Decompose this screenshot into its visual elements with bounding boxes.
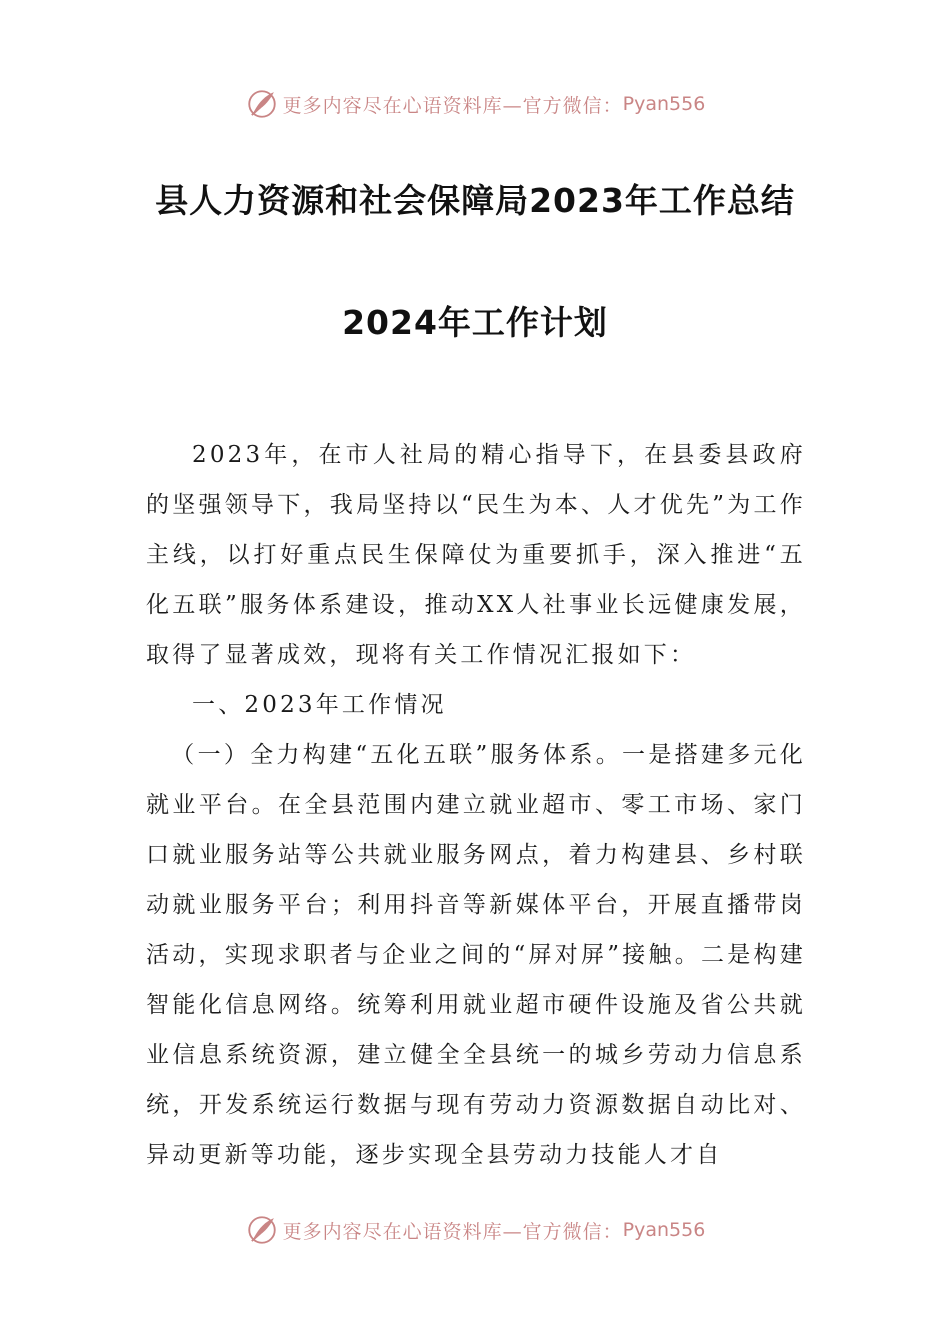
feather-logo-icon (245, 1213, 279, 1247)
section-heading: 一、2023年工作情况 (192, 692, 447, 718)
watermark-contact: Pyan556 (622, 93, 706, 115)
watermark-contact: Pyan556 (622, 1219, 706, 1241)
document-subtitle: 2024年工作计划 (342, 303, 608, 342)
watermark-text: 更多内容尽在心语资料库—官方微信： (282, 94, 623, 117)
feather-logo-icon (245, 87, 279, 121)
document-body (146, 430, 806, 1180)
section-paragraph: （一）全力构建“五化五联”服务体系。一是搭建多元化就业平台。在全县范围内建立就业超市、零工市场、家门口就业服务站等公共就业服务网点，着力构建县、乡村联动就业服务平台；利用抖音等新媒体平台，开展直播带岗活动，实现求职者与企业之间的“屏对屏”接触。二是构建智能化信息网络。统筹利用就业超市硬件设施及省公共就业信息系统资源，建立健全全县统一的城乡劳动力信息系统，开发系统运行数据与现有劳动力资源数据自动比对、异动更新等功能，逐步实现全县劳动力技能人才自 (146, 742, 806, 1168)
footer-watermark (0, 1210, 950, 1250)
header-watermark (0, 84, 950, 124)
watermark-text: 更多内容尽在心语资料库—官方微信： (282, 1220, 623, 1243)
intro-paragraph: 2023年，在市人社局的精心指导下，在县委县政府的坚强领导下，我局坚持以“民生为本、人才优先”为工作主线，以打好重点民生保障仗为重要抓手，深入推进“五化五联”服务体系建设，推动XX人社事业长远健康发展，取得了显著成效，现将有关工作情况汇报如下： (146, 442, 806, 668)
document-title: 县人力资源和社会保障局2023年工作总结 (155, 181, 795, 220)
